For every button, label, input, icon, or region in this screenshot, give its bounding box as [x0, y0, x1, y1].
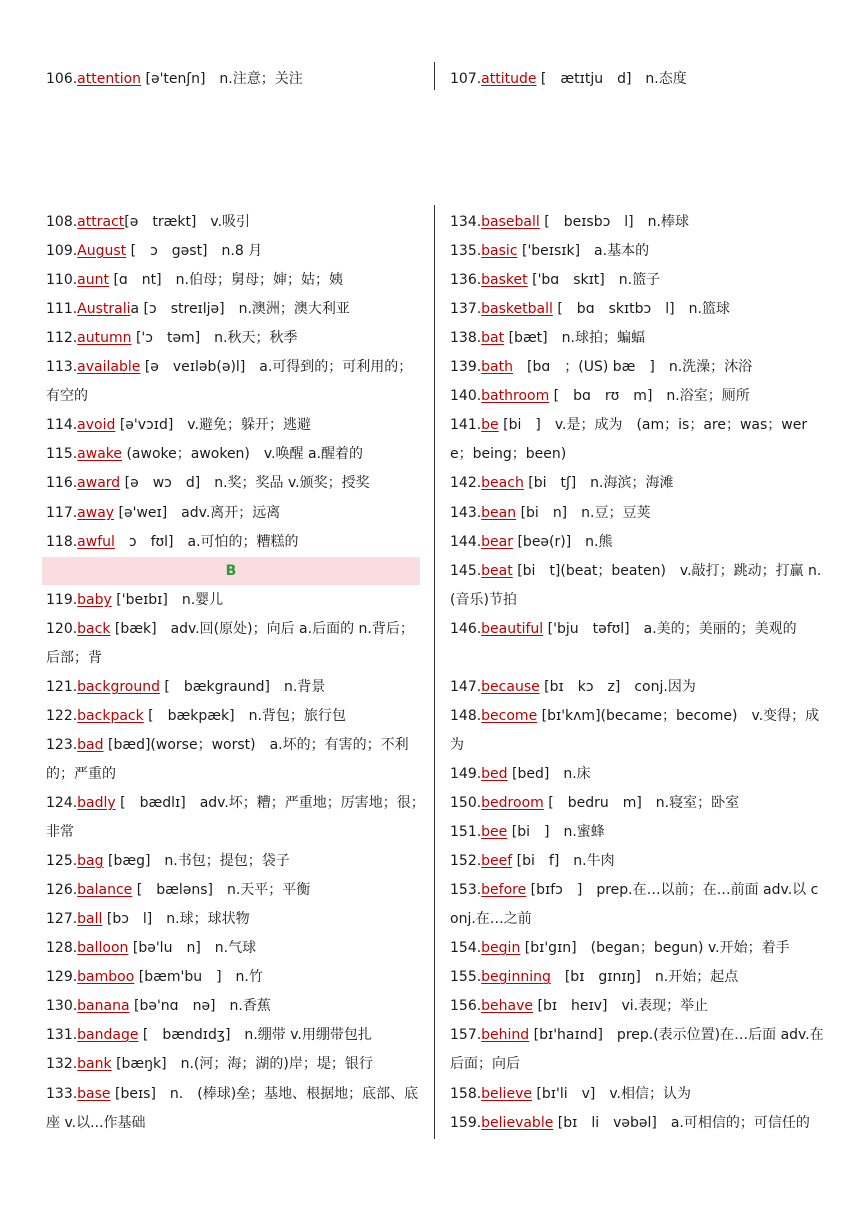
entry-word[interactable]: believable	[481, 1114, 554, 1131]
vocab-entry	[450, 673, 825, 702]
entry-word[interactable]: beach	[481, 475, 524, 492]
column-divider-top	[434, 62, 435, 90]
entry-definition: [bɪ'haɪnd] prep.(表示位置)在…后面 adv.在后面；向后	[450, 1027, 824, 1073]
entry-definition: [bə'nɑ nə] n.香蕉	[129, 998, 271, 1015]
entry-number: 143.	[450, 504, 482, 521]
entry-definition: [bɔ l] n.球；球状物	[102, 911, 250, 928]
entry-definition: [bæŋk] n.(河；海；湖的)岸；堤；银行	[111, 1056, 373, 1073]
entry-number: 113.	[46, 359, 78, 376]
vocab-entry	[450, 963, 825, 992]
vocab-entry	[46, 876, 426, 905]
entry-word[interactable]: basket	[481, 272, 528, 289]
entry-number: 157.	[450, 1027, 482, 1044]
entry-definition: [bɪ gɪnɪŋ] n.开始；起点	[550, 969, 739, 986]
entry-definition: [ə wɔ d] n.奖；奖品 v.颁奖；授奖	[120, 475, 370, 492]
entry-word[interactable]: baseball	[481, 214, 540, 230]
entry-number: 111.	[46, 301, 78, 318]
entry-definition: [ bɑ rʊ m] n.浴室；厕所	[549, 388, 750, 405]
entry-definition: ɔ fʊl] a.可怕的；糟糕的	[114, 533, 299, 550]
entry-107	[450, 65, 825, 94]
entry-word[interactable]: before	[481, 882, 527, 899]
vocab-entry	[450, 934, 825, 963]
vocab-entry	[450, 557, 825, 615]
entry-word[interactable]: attract	[77, 214, 125, 230]
entry-number: 152.	[450, 853, 482, 870]
vocab-entry	[46, 440, 426, 469]
entry-word[interactable]: bedroom	[481, 795, 544, 811]
entry-number: 129.	[46, 969, 78, 986]
entry-word[interactable]: backpack	[77, 707, 144, 724]
entry-word[interactable]: bee	[481, 824, 508, 841]
entry-word[interactable]: beginning	[481, 969, 551, 986]
vocab-entry	[450, 353, 825, 382]
entry-number: 155.	[450, 969, 482, 986]
entry-number: 135.	[450, 243, 482, 260]
entry-definition: [bi f] n.牛肉	[512, 853, 615, 870]
entry-definition: [bɪ heɪv] vi.表现；举止	[533, 998, 709, 1015]
entry-number: 150.	[450, 795, 482, 811]
entry-number: 137.	[450, 301, 482, 318]
entry-definition: [ə trækt] v.吸引	[124, 214, 251, 230]
entry-number: 158.	[450, 1085, 482, 1102]
vocab-entry	[450, 382, 825, 411]
entry-definition: [ ɔ gəst] n.8 月	[126, 243, 263, 260]
entry-number: 126.	[46, 882, 78, 899]
entry-number: 146.	[450, 620, 482, 637]
entry-word[interactable]: baby	[77, 591, 112, 608]
entry-word[interactable]: August	[77, 243, 127, 260]
vocab-entry	[450, 818, 825, 847]
entry-definition: [ bækpæk] n.背包；旅行包	[143, 707, 346, 724]
entry-word[interactable]: bed	[481, 765, 508, 782]
vocab-entry	[450, 469, 825, 498]
entry-word[interactable]: badly	[77, 795, 116, 811]
entry-number: 138.	[450, 330, 482, 347]
entry-definition: ['bɑ skɪt] n.篮子	[527, 272, 661, 289]
entry-word[interactable]: beef	[481, 853, 513, 870]
entry-word[interactable]: be	[481, 417, 499, 434]
entry-word[interactable]: bad	[77, 736, 104, 753]
entry-number: 112.	[46, 330, 78, 347]
entry-106	[46, 65, 426, 94]
entry-number: 154.	[450, 940, 482, 957]
vocab-entry	[46, 324, 426, 353]
entry-definition: [ ætɪtju d] n.态度	[536, 71, 687, 87]
entry-word[interactable]: basic	[481, 243, 518, 260]
entry-word[interactable]: beautiful	[481, 620, 544, 637]
section-header-b: B	[42, 557, 420, 585]
entry-definition: [ bedru m] n.寝室；卧室	[543, 795, 740, 811]
entry-number: 124.	[46, 795, 78, 811]
entry-number: 156.	[450, 998, 482, 1015]
entry-number: 159.	[450, 1114, 482, 1131]
vocab-entry	[46, 237, 426, 266]
entry-definition: a [ɔ streɪljə] n.澳洲；澳大利亚	[130, 301, 350, 318]
entry-definition: [ bædlɪ] adv.坏；糟；严重地；厉害地；很；非常	[46, 795, 425, 840]
entry-word[interactable]: base	[77, 1085, 111, 1102]
entry-definition: [ə'vɔɪd] v.避免；躲开；逃避	[115, 417, 311, 434]
entry-definition: [bɪ'li v] v.相信；认为	[531, 1085, 691, 1102]
entry-number: 120.	[46, 620, 78, 637]
vocab-entry	[46, 469, 426, 498]
entry-number: 141.	[450, 417, 482, 434]
vocab-entry	[450, 1021, 825, 1079]
entry-number: 149.	[450, 765, 482, 782]
entry-definition: [bi t](beat；beaten) v.敲打；跳动；打赢 n.(音乐)节拍	[450, 562, 822, 608]
entry-definition: [ə'weɪ] adv.离开；远离	[114, 504, 281, 521]
entry-word[interactable]: background	[77, 678, 160, 695]
entry-definition: [bɑ ；(US) bæ ] n.洗澡；沐浴	[513, 359, 753, 376]
entry-number: 115.	[46, 446, 78, 463]
entry-definition: [ bæləns] n.天平；平衡	[132, 882, 311, 899]
entry-number: 142.	[450, 475, 482, 492]
column-divider	[434, 205, 435, 1139]
entry-word[interactable]: bat	[481, 330, 505, 347]
entry-number: 110.	[46, 272, 78, 289]
entry-number: 109.	[46, 243, 78, 260]
entry-definition: [bɪ kɔ z] conj.因为	[539, 678, 696, 695]
vocab-entry	[46, 789, 426, 847]
entry-definition: [beə(r)] n.熊	[513, 533, 613, 550]
entry-number: 134.	[450, 214, 482, 230]
entry-definition: [bɪ'gɪn] (began；begun) v.开始；着手	[520, 940, 790, 957]
entry-number: 118.	[46, 533, 78, 550]
entry-number: 139.	[450, 359, 482, 376]
entry-number: 107.	[450, 71, 482, 87]
entry-number: 106.	[46, 71, 78, 87]
entry-word[interactable]: beat	[481, 562, 513, 579]
vocab-entry	[46, 673, 426, 702]
entry-number: 132.	[46, 1056, 78, 1073]
entry-word[interactable]: behind	[481, 1027, 530, 1044]
entry-definition: [ bɑ skɪtbɔ l] n.篮球	[552, 301, 730, 318]
entry-number: 136.	[450, 272, 482, 289]
entry-number: 123.	[46, 736, 78, 753]
vocab-entry	[450, 499, 825, 528]
entry-number: 116.	[46, 475, 78, 492]
entry-number: 144.	[450, 533, 482, 550]
entry-definition: [ɑ nt] n.伯母；舅母；婶；姑；姨	[109, 272, 343, 289]
entry-word[interactable]: behave	[481, 998, 534, 1015]
entry-definition: [ bændɪdʒ] n.绷带 v.用绷带包扎	[138, 1027, 372, 1044]
entry-word[interactable]: bathroom	[481, 388, 550, 405]
entry-number: 128.	[46, 940, 78, 957]
entry-word[interactable]: banana	[77, 998, 130, 1015]
entry-word[interactable]: Australi	[77, 301, 131, 318]
vocab-entry	[46, 295, 426, 324]
entry-definition: [bi ] v.是；成为 (am；is；are；was；were；being；been)	[450, 417, 808, 463]
vocab-entry	[46, 411, 426, 440]
entry-definition: ['beɪsɪk] a.基本的	[517, 243, 650, 260]
entry-word[interactable]: attention	[77, 71, 142, 87]
vocab-entry	[450, 208, 825, 237]
vocab-entry	[450, 295, 825, 324]
vocab-entry	[450, 1080, 825, 1109]
vocab-entry	[450, 615, 825, 644]
entry-definition: [ə'tenʃn] n.注意；关注	[141, 71, 303, 87]
entry-definition: [bæt] n.球拍；蝙蝠	[504, 330, 645, 347]
vocab-entry	[450, 760, 825, 789]
vocab-entry	[46, 615, 426, 673]
entry-word[interactable]: balance	[77, 882, 133, 899]
vocab-entry	[46, 847, 426, 876]
entry-word[interactable]: bag	[77, 853, 104, 870]
vocab-entry	[46, 266, 426, 295]
entry-definition: ['bju təfʊl] a.美的；美丽的；美观的	[543, 620, 797, 637]
vocab-entry	[450, 992, 825, 1021]
vocab-entry	[450, 702, 825, 760]
entry-number: 122.	[46, 707, 78, 724]
vocab-entry	[450, 237, 825, 266]
entry-word[interactable]: balloon	[77, 940, 129, 957]
entry-number: 119.	[46, 591, 78, 608]
vocab-entry	[46, 1050, 426, 1079]
entry-number: 117.	[46, 504, 78, 521]
entry-number: 153.	[450, 882, 482, 899]
entry-word[interactable]: bean	[481, 504, 517, 521]
entry-word[interactable]: because	[481, 678, 540, 695]
entry-word[interactable]: bath	[481, 359, 513, 376]
vocab-entry	[46, 731, 426, 789]
entry-word[interactable]: awake	[77, 446, 123, 463]
vocab-entry	[46, 702, 426, 731]
entry-word[interactable]: bank	[77, 1056, 112, 1073]
entry-word[interactable]: award	[77, 475, 121, 492]
entry-number: 140.	[450, 388, 482, 405]
entry-word[interactable]: awful	[77, 533, 115, 550]
vocab-entry	[46, 528, 426, 557]
entry-definition: ['beɪbɪ] n.婴儿	[111, 591, 224, 608]
entry-definition: ['ɔ təm] n.秋天；秋季	[131, 330, 298, 347]
vocab-entry	[46, 934, 426, 963]
entry-word[interactable]: aunt	[77, 272, 109, 289]
entry-definition: [bə'lu n] n.气球	[128, 940, 257, 957]
entry-definition: [bi n] n.豆；豆荚	[516, 504, 651, 521]
entry-definition: [bɪ li vəbəl] a.可相信的；可信任的	[553, 1114, 810, 1131]
entry-definition: [ beɪsbɔ l] n.棒球	[539, 214, 689, 230]
entry-word[interactable]: available	[77, 359, 141, 376]
entry-number: 147.	[450, 678, 482, 695]
entry-definition: [bæg] n.书包；提包；袋子	[103, 853, 290, 870]
entry-definition: [beɪs] n. (棒球)垒；基地、根据地；底部、底座 v.以...作基础	[46, 1085, 419, 1131]
entry-definition: [bed] n.床	[507, 765, 591, 782]
entry-number: 108.	[46, 214, 78, 230]
entry-word[interactable]: bandage	[77, 1027, 139, 1044]
vocab-entry	[46, 499, 426, 528]
entry-word[interactable]: back	[77, 620, 111, 637]
entry-definition: [bɪfɔ ] prep.在…以前；在…前面 adv.以 conj.在…之前	[450, 882, 819, 928]
vocab-entry	[46, 208, 426, 237]
vocab-entry	[450, 789, 825, 818]
vocab-entry	[450, 847, 825, 876]
entry-word[interactable]: autumn	[77, 330, 132, 347]
entry-definition: [bæd](worse；worst) a.坏的；有害的；不利的；严重的	[46, 736, 409, 782]
entry-word[interactable]: ball	[77, 911, 103, 928]
entry-number: 125.	[46, 853, 78, 870]
entry-word[interactable]: attitude	[481, 71, 537, 87]
entry-definition: [bi ] n.蜜蜂	[507, 824, 605, 841]
entry-definition: [bɪ'kʌm](became；become) v.变得；成为	[450, 707, 820, 753]
vocab-entry	[46, 905, 426, 934]
entry-number: 148.	[450, 707, 482, 724]
vocab-entry	[46, 1080, 426, 1138]
entry-number: 151.	[450, 824, 482, 841]
entry-word[interactable]: avoid	[77, 417, 116, 434]
vocab-entry	[450, 411, 825, 469]
entry-number: 131.	[46, 1027, 78, 1044]
vocab-entry	[46, 963, 426, 992]
entry-definition: (awoke；awoken) v.唤醒 a.醒着的	[122, 446, 364, 463]
entry-word[interactable]: bear	[481, 533, 514, 550]
entry-word[interactable]: believe	[481, 1085, 532, 1102]
entry-number: 130.	[46, 998, 78, 1015]
entry-number: 145.	[450, 562, 482, 579]
vocab-entry	[450, 324, 825, 353]
entry-number: 127.	[46, 911, 78, 928]
vocab-entry	[46, 992, 426, 1021]
vocab-entry	[450, 1109, 825, 1138]
entry-definition: [ə veɪləb(ə)l] a.可得到的；可利用的；有空的	[46, 359, 413, 405]
entry-word[interactable]: away	[77, 504, 115, 521]
vocab-entry	[46, 353, 426, 411]
entry-word[interactable]: become	[481, 707, 538, 724]
entry-definition: [bæm'bu ] n.竹	[134, 969, 263, 986]
entry-number: 133.	[46, 1085, 78, 1102]
vocab-entry	[450, 876, 825, 934]
entry-number: 121.	[46, 678, 78, 695]
vocab-entry	[46, 586, 426, 615]
entry-definition: [bæk] adv.回(原处)；向后 a.后面的 n.背后；后部；背	[46, 620, 414, 666]
entry-number: 114.	[46, 417, 78, 434]
vocab-entry	[450, 266, 825, 295]
vocab-entry	[450, 528, 825, 557]
entry-word[interactable]: bamboo	[77, 969, 135, 986]
entry-definition: [ bækgraund] n.背景	[159, 678, 326, 695]
entry-word[interactable]: begin	[481, 940, 521, 957]
entry-definition: [bi tʃ] n.海滨；海滩	[523, 475, 674, 492]
entry-word[interactable]: basketball	[481, 301, 553, 318]
vocab-entry	[46, 1021, 426, 1050]
